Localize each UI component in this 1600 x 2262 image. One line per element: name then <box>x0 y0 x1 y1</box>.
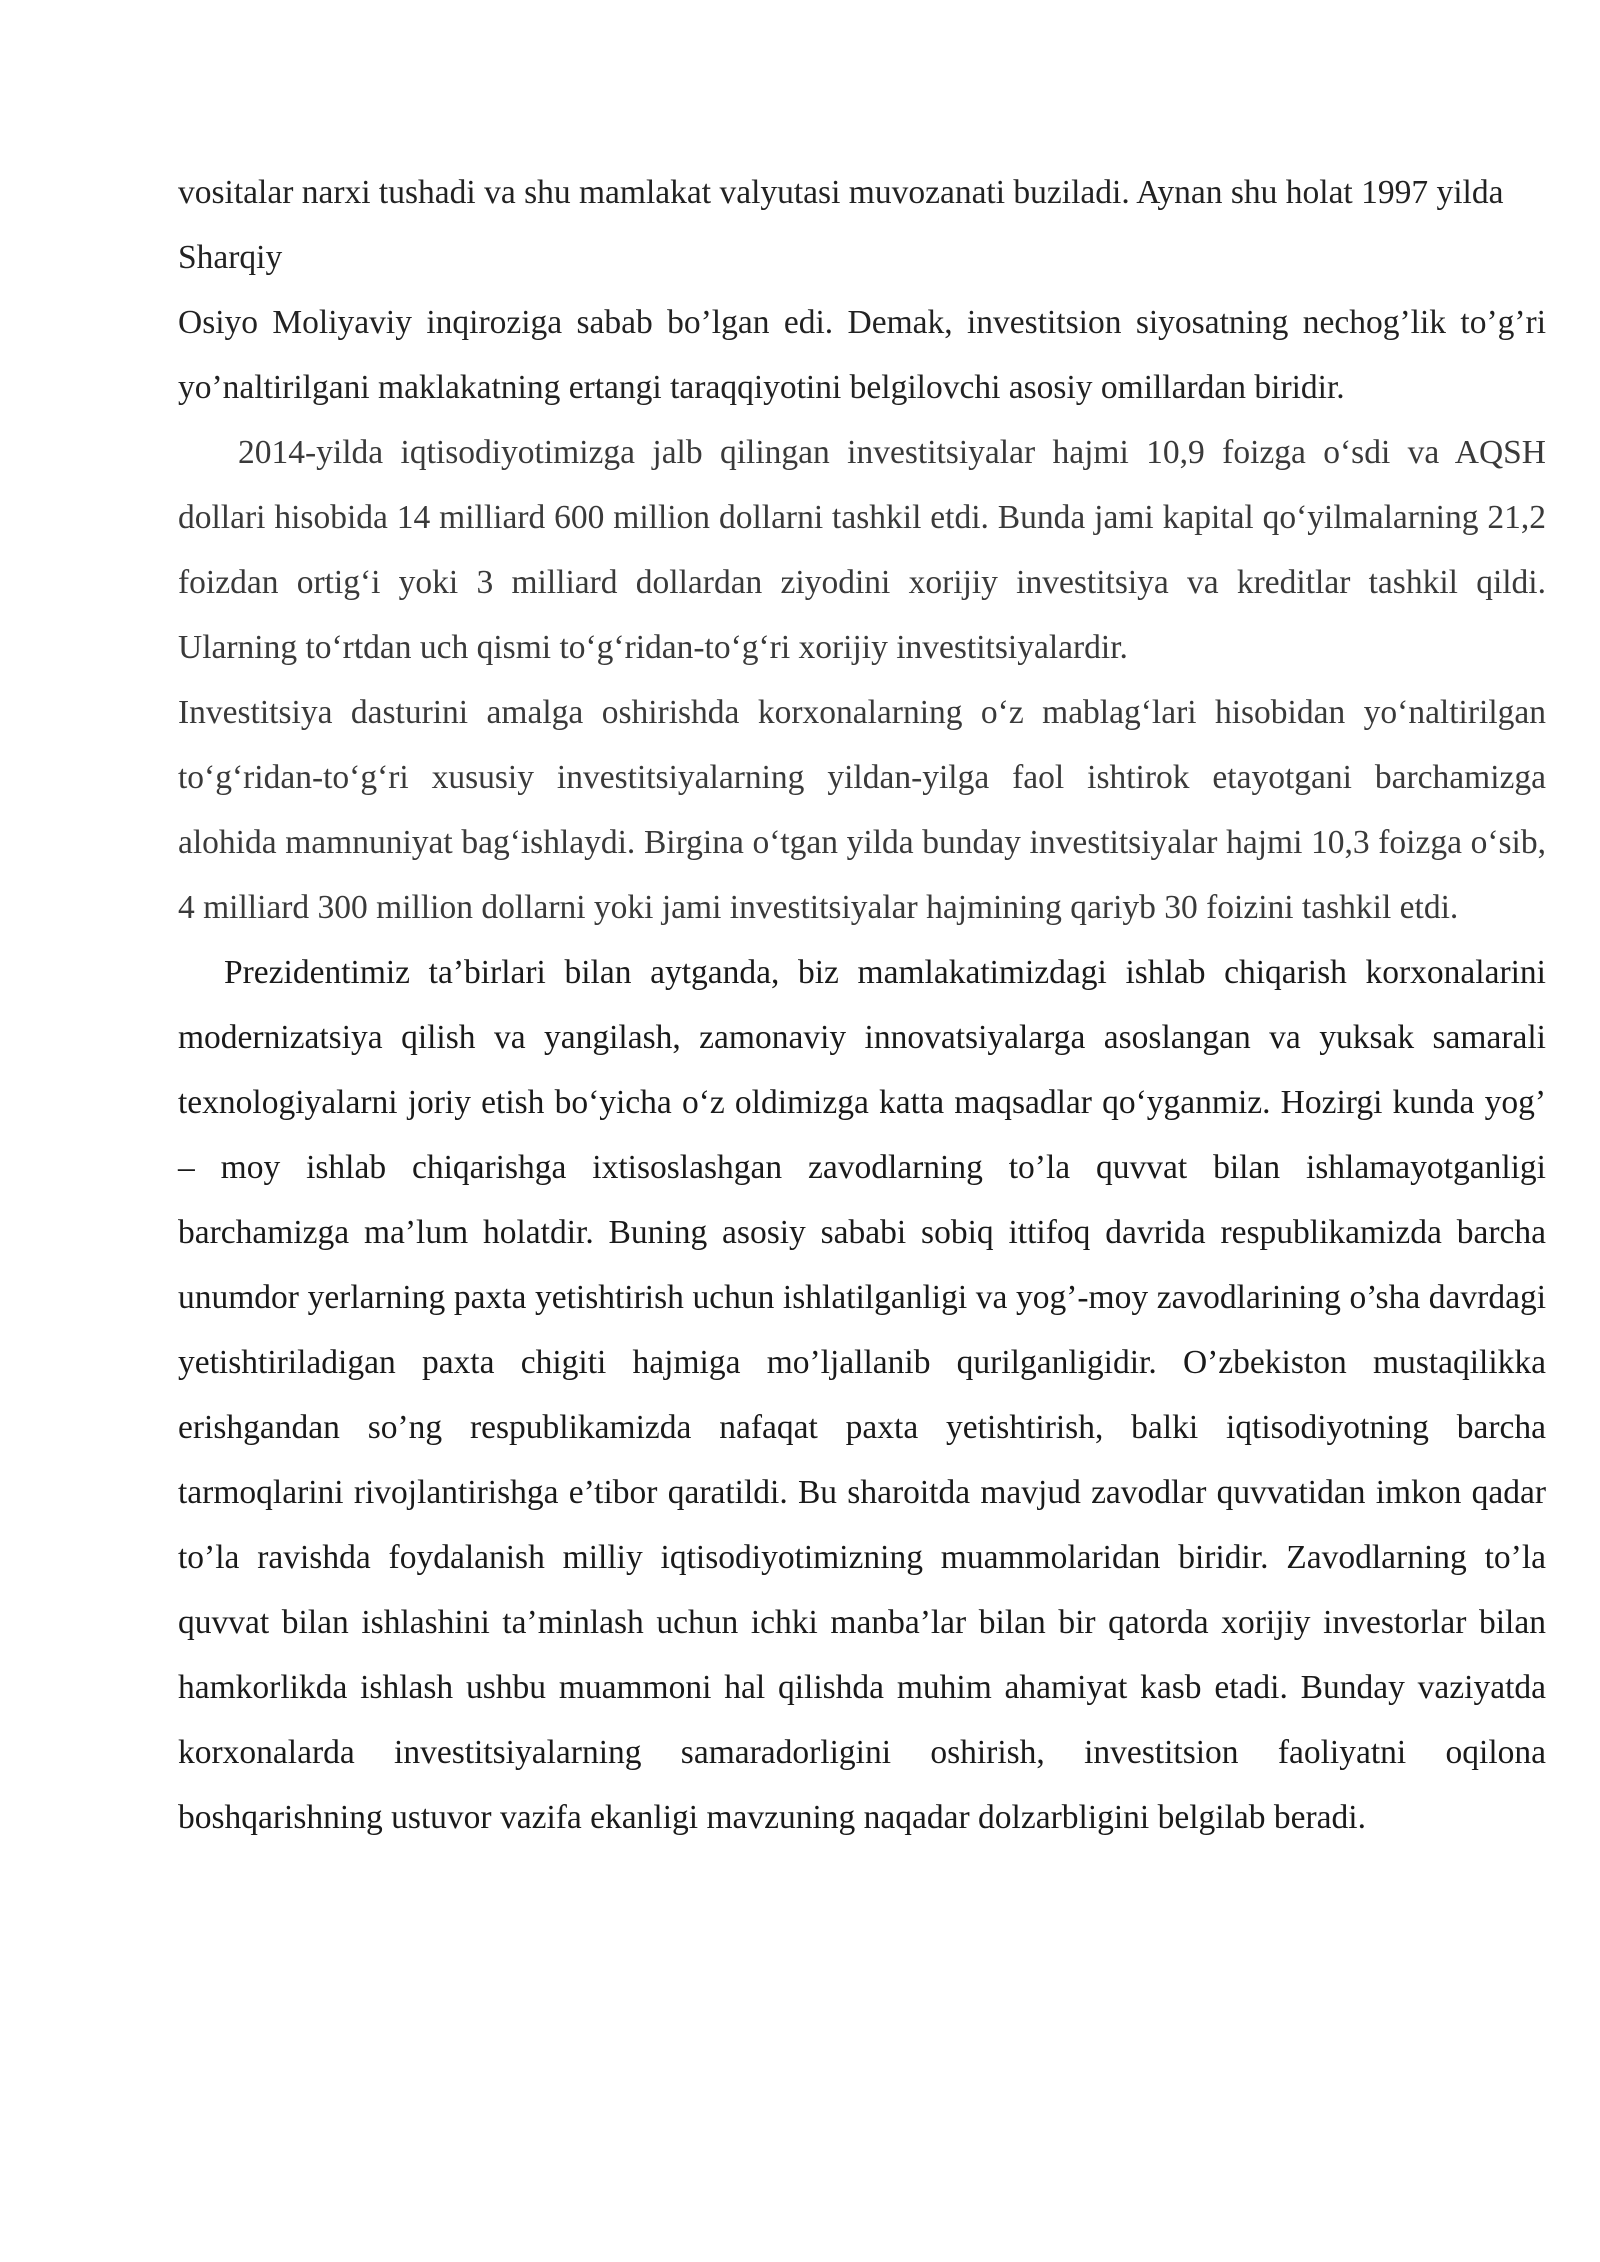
paragraph-1-part-1: vositalar narxi tushadi va shu mamlakat valyutasi muvozanati buziladi. Aynan shu holat 1997 yilda Sharqiy <box>178 174 1504 276</box>
body-text <box>178 160 1546 1850</box>
paragraph-1-part-2: Osiyo Moliyaviy inqiroziga sabab bo’lgan edi. Demak, investitsion siyosatning nechog’lik to’g’ri yo’naltirilgani maklakatning ertangi taraqqiyotini belgilovchi asosiy omillardan biridir. <box>178 304 1546 406</box>
paragraph-4: Prezidentimiz ta’birlari bilan aytganda, biz mamlakatimizdagi ishlab chiqarish korxonalarini modernizatsiya qilish va yangilash, zamonaviy innovatsiyalarga asoslangan va yuksak samarali texnologiyalarni joriy etish boʻyicha oʻz oldimizga katta maqsadlar qoʻyganmiz. Hozirgi kunda yog’ – moy ishlab chiqarishga ixtisoslashgan zavodlarning to’la quvvat bilan ishlamayotganligi barchamizga ma’lum holatdir. Buning asosiy sababi sobiq ittifoq davrida respublikamizda barcha unumdor yerlarning paxta yetishtirish uchun ishlatilganligi va yog’-moy zavodlarining o’sha davrdagi yetishtiriladigan paxta chigiti hajmiga mo’ljallanib qurilganligidir. O’zbekiston mustaqilikka erishgandan so’ng respublikamizda nafaqat paxta yetishtirish, balki iqtisodiyotning barcha tarmoqlarini rivojlantirishga e’tibor qaratildi. Bu sharoitda mavjud zavodlar quvvatidan imkon qadar to’la ravishda foydalanish milliy iqtisodiyotimizning muammolaridan biridir. Zavodlarning to’la quvvat bilan ishlashini ta’minlash uchun ichki manba’lar bilan bir qatorda xorijiy investorlar bilan hamkorlikda ishlash ushbu muammoni hal qilishda muhim ahamiyat kasb etadi. Bunday vaziyatda korxonalarda investitsiyalarning samaradorligini oshirish, investitsion faoliyatni oqilona boshqarishning ustuvor vazifa ekanligi mavzuning naqadar dolzarbligini belgilab beradi. <box>178 954 1546 1836</box>
paragraph-3: Investitsiya dasturini amalga oshirishda korxonalarning oʻz mablagʻlari hisobidan yoʻnaltirilgan toʻgʻridan-toʻgʻri xususiy investitsiyalarning yildan-yilga faol ishtirok etayotgani barchamizga alohida mamnuniyat bagʻishlaydi. Birgina oʻtgan yilda bunday investitsiyalar hajmi 10,3 foizga oʻsib, 4 milliard 300 million dollarni yoki jami investitsiyalar hajmining qariyb 30 foizini tashkil etdi. <box>178 694 1546 926</box>
paragraph-2: 2014-yilda iqtisodiyotimizga jalb qilingan investitsiyalar hajmi 10,9 foizga oʻsdi va AQSH dollari hisobida 14 milliard 600 million dollarni tashkil etdi. Bunda jami kapital qoʻyilmalarning 21,2 foizdan ortigʻi yoki 3 milliard dollardan ziyodini xorijiy investitsiya va kreditlar tashkil qildi. Ularning toʻrtdan uch qismi toʻgʻridan-toʻgʻri xorijiy investitsiyalardir. <box>178 434 1546 666</box>
